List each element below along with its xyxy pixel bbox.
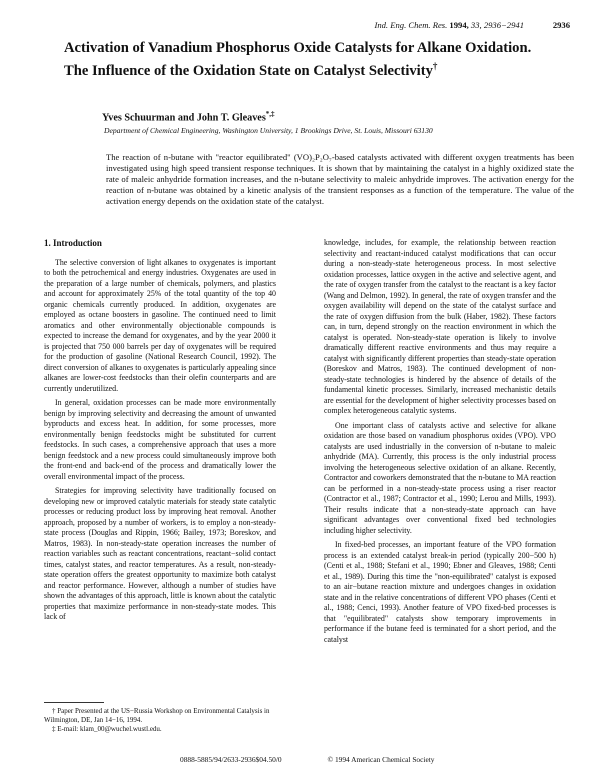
journal-citation: Ind. Eng. Chem. Res. 1994, 33, 2936−2941 xyxy=(374,20,524,30)
author-line: Yves Schuurman and John T. Gleaves*,‡ xyxy=(102,110,275,124)
page-number: 2936 xyxy=(552,20,570,30)
section-heading: 1. Introduction xyxy=(44,238,102,248)
footnote-rule xyxy=(44,702,104,703)
right-column xyxy=(324,238,556,649)
paragraph: One important class of catalysts active and selective for alkane oxidation are those based on vanadium phosphorus oxides (VPO). VPO catalysts are used industrially in the conversion of n-butane to maleic anhydride (MA). Currently, this process is the only industrial process involving the heterogeneous selective oxidation of an alkane. Recently, Contractor and coworkers demonstrated that the n-butane to MA reaction can be performed in a non-steady-state process using a riser reactor (Contractor et al., 1987; Contractor et al., 1990; Lerou and Mills, 1993). Their results indicate that a non-steady-state approach can have significant advantages over conventional fixed bed technologies including higher selectivity. xyxy=(324,420,556,535)
page-footer xyxy=(180,755,435,764)
footnote: † Paper Presented at the US−Russia Workshop on Environmental Catalysis in Wilmington, DE, Jan 14−16, 1994. xyxy=(44,707,270,724)
paragraph: The selective conversion of light alkanes to oxygenates is important to both the petrochemical and energy industries. Oxygenates are used in the preparation of a large number of chemicals, polymers, and plastics and account for approximately 25% of the total quantity of the top 40 organic chemicals currently produced. In addition, oxygenates are employed as octane boosters in gasoline. The continued need to limit aromatics and other environmentally objectionable compounds is expected to increase the demand for oxygenates, and by the year 2000 it is projected that 750 000 barrels per day of oxygenates will be required for the production of gasoline (National Research Council, 1992). The direct conversion of alkanes to oxygenates is particularly appealing since alkanes are lower-cost feedstocks than their olefin counterparts and are currently underutilized. xyxy=(44,257,276,393)
title-footnote-mark: † xyxy=(432,60,438,71)
abstract: The reaction of n-butane with "reactor equilibrated" (VO)₂P₂O₇-based catalysts activated with different oxygen treatments has been investigated using high speed transient response techniques. It is shown that by maintaining the catalyst in a highly oxidized state the rate of maleic anhydride formation increases, and the n-butane selectivity to maleic anhydride improves. The activation energy for the reaction of n-butane was obtained by a kinetic analysis of the transient responses as a function of the temperature. The value of the activation energy depends on the oxidation state of the catalyst. xyxy=(106,152,574,207)
article-code: 0888-5885/94/2633-2936$04.50/0 xyxy=(180,755,282,764)
author-footnote-mark: *,‡ xyxy=(265,110,275,118)
footnote: ‡ E-mail: klam_00@wuchel.wustl.edu. xyxy=(52,724,162,733)
article-title: Activation of Vanadium Phosphorus Oxide Catalysts for Alkane Oxidation. The Influence of the Oxidation State on Catalyst Selectivity† xyxy=(64,40,532,79)
paragraph: In general, oxidation processes can be made more environmentally benign by improving selectivity and decreasing the amount of unwanted byproducts and excess heat. In addition, for some processes, more environmentally benign feedstocks might be substituted for current feedstocks. In such cases, a comprehensive approach that uses a more benign feedstock and a new process could simultaneously improve both the front-end and back-end of the process and dramatically lower the overall environmental impact of the process. xyxy=(44,398,276,481)
footnotes xyxy=(44,707,276,733)
copyright: © 1994 American Chemical Society xyxy=(327,755,435,764)
running-header xyxy=(30,20,570,32)
paragraph: knowledge, includes, for example, the relationship between reaction selectivity and reactant-induced catalyst modifications that can occur during a non-steady-state heterogeneous process. In most selective oxidation processes, lattice oxygen in the active and selective agent, and the rate of oxygen transfer from the catalyst to the reactant is a key factor (Wang and Delmon, 1992). In general, the rate of oxygen transfer and the oxygen availability will depend on the state of the catalyst surface and the rate of oxygen diffusion from the bulk (Haber, 1982). These factors can, in turn, depend strongly on the reaction environment in which the catalyst is operated. Non-steady-state operation is likely to involve dramatically different reactive environments and thus may require a catalyst with significantly different properties than steady-state operation (Boreskov and Matros, 1983). The continued development of non-steady-state technologies is hindered by the absence of details of the fundamental kinetic processes. Similarly, increased mechanistic details are essential for the development of higher selectivity processes based on complex heterogeneous catalytic systems. xyxy=(324,238,556,415)
left-column xyxy=(44,238,276,627)
paragraph: Strategies for improving selectivity have traditionally focused on developing new or improved catalytic materials for steady state catalytic processes or reducing product loss by improving heat removal. Another approach, proposed by a number of workers, is to employ a non-steady-state process (Douglas and Rippin, 1966; Bailey, 1973; Boreskov, and Matros, 1983). In non-steady-state operation increases the number of reaction variables such as reactant concentrations, reactant−solid contact times, catalyst states, and reactor temperatures. As a result, non-steady-state operation offers the greatest opportunity to maximize both catalyst and reactor performance. However, although a number of studies have shown the advantages of this approach, little is known about the catalytic properties that maximize performance in non-steady-state modes. This lack of xyxy=(44,486,276,621)
affiliation: Department of Chemical Engineering, Washington University, 1 Brookings Drive, St. Louis, Missouri 63130 xyxy=(104,126,433,135)
paragraph: In fixed-bed processes, an important feature of the VPO formation process is an extended catalyst break-in period (typically 200−500 h) (Centi et al., 1988; Stefani et al., 1990; Ebner and Gleaves, 1988; Centi et al., 1989). During this time the "non-equilibrated" catalyst is exposed to an air−butane reaction mixture and undergoes changes in oxidation state and in the relative concentrations of different VPO phases (Centi et al., 1988; Cenci, 1993). Another feature of VPO fixed-bed processes is that "equilibrated" catalysts show temporary improvements in performance if the butane feed is terminated for a short period, and the catalyst xyxy=(324,540,556,644)
